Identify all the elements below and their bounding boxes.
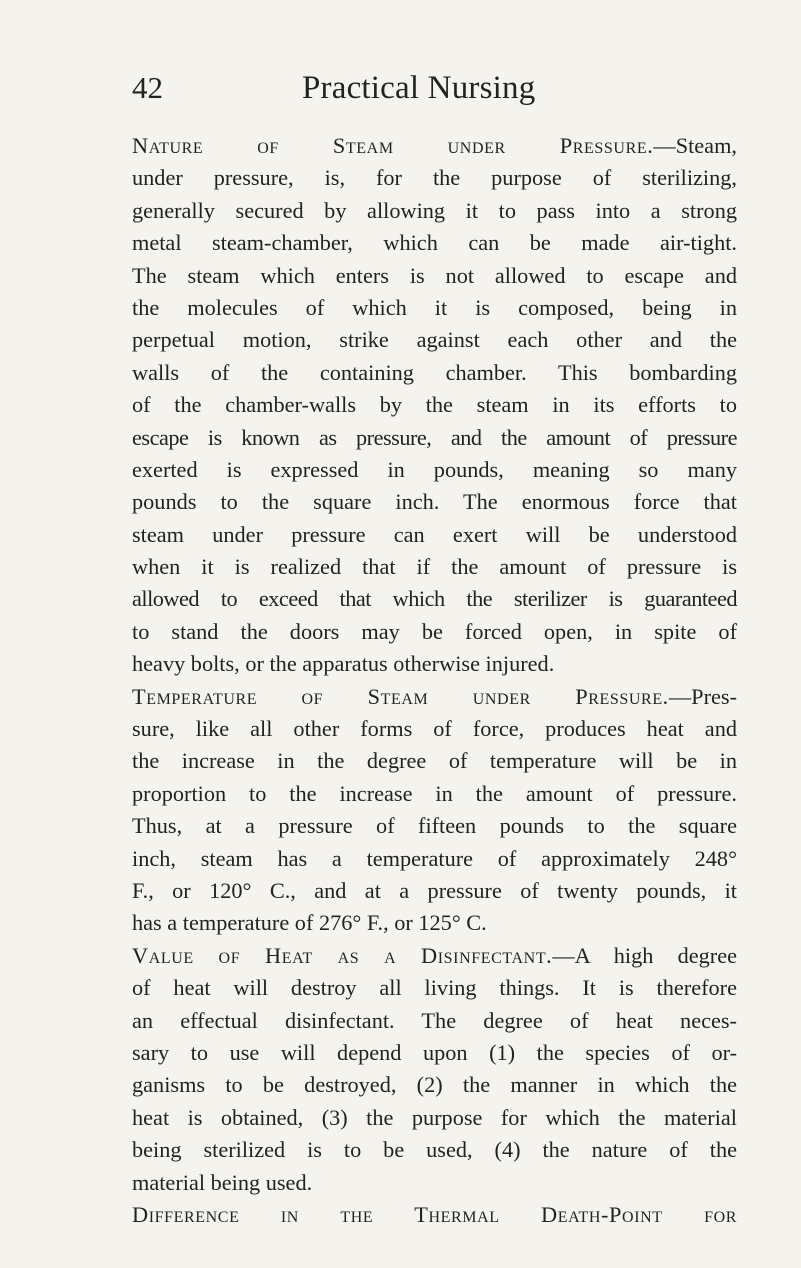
text-line-20: the increase in the degree of temperature will be in [132,748,737,774]
text-line-14: when it is realized that if the amount of pressure is [132,554,737,580]
text-line-4: metal steam-chamber, which can be made air-tight. [132,230,737,256]
text-line-2: under pressure, is, for the purpose of sterilizing, [132,165,737,191]
text-line-31: heat is obtained, (3) the purpose for which the material [132,1104,737,1130]
text-line-22: Thus, at a pressure of fifteen pounds to the square [132,813,737,839]
text-line-18: Temperature of Steam under Pressure.—Pres- [132,683,737,709]
page-number: 42 [132,70,163,105]
text-line-17: heavy bolts, or the apparatus otherwise injured. [132,651,555,677]
text-line-23: inch, steam has a temperature of approximately 248° [132,845,737,871]
text-line-19: sure, like all other forms of force, produces heat and [132,716,737,742]
body-text [132,130,737,1231]
text-line-16: to stand the doors may be forced open, in spite of [132,618,737,644]
text-line-15: allowed to exceed that which the sterilizer is guaranteed [132,586,737,612]
section-heading-thermal-death-point: Difference in the Thermal Death-Point for [132,1201,737,1227]
section-heading-heat-disinfectant: Value of Heat as a Disinfectant. [132,942,553,968]
text-line-10: escape is known as pressure, and the amount of pressure [132,424,737,450]
running-title: Practical Nursing [302,70,536,106]
text-line-5: The steam which enters is not allowed to escape and [132,262,737,288]
text-line-8: walls of the containing chamber. This bombarding [132,359,737,385]
running-head [132,66,737,110]
text-line-28: an effectual disinfectant. The degree of heat neces- [132,1007,737,1033]
text-line-9: of the chamber-walls by the steam in its efforts to [132,392,737,418]
text-line-27: of heat will destroy all living things. It is therefore [132,975,737,1001]
text-line-26: Value of Heat as a Disinfectant.—A high degree [132,942,737,968]
section-heading-steam-temperature: Temperature of Steam under Pressure. [132,683,669,709]
text-line-3: generally secured by allowing it to pass into a strong [132,197,737,223]
section-heading-steam-pressure: Nature of Steam under Pressure. [132,133,654,158]
text-line-24: F., or 120° C., and at a pressure of twenty pounds, it [132,877,737,903]
text-line-33: material being used. [132,1169,313,1195]
text-line-11: exerted is expressed in pounds, meaning so many [132,456,737,482]
text-line-12: pounds to the square inch. The enormous force that [132,489,737,515]
text-line-6: the molecules of which it is composed, being in [132,294,737,320]
text-line-7: perpetual motion, strike against each other and the [132,327,737,353]
text-line-30: ganisms to be destroyed, (2) the manner in which the [132,1072,737,1098]
text-line-1: Nature of Steam under Pressure.—Steam, [132,133,737,158]
text-line-34 [132,1199,737,1231]
text-line-13: steam under pressure can exert will be understood [132,521,737,547]
text-line-32: being sterilized is to be used, (4) the nature of the [132,1137,737,1163]
text-line-25: has a temperature of 276° F., or 125° C. [132,910,487,936]
text-line-21: proportion to the increase in the amount of pressure. [132,780,737,806]
text-line-29: sary to use will depend upon (1) the species of or- [132,1039,737,1065]
